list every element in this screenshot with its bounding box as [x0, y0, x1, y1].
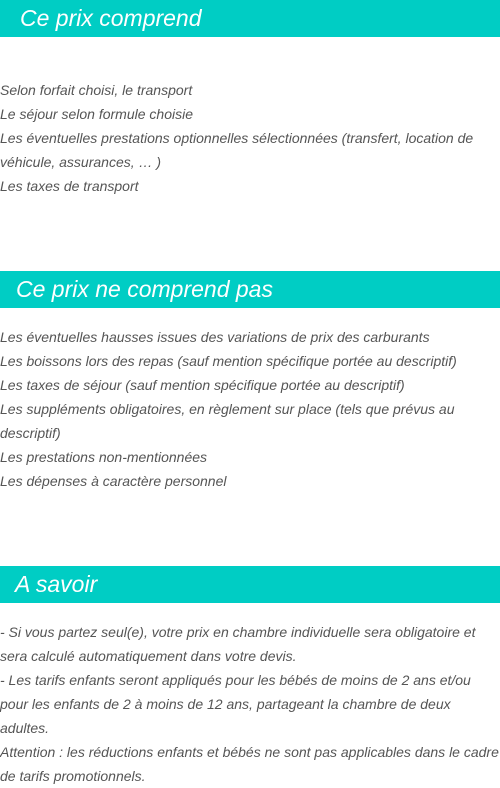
- list-item: Les éventuelles hausses issues des variations de prix des carburants: [0, 329, 430, 345]
- section-title: Ce prix ne comprend pas: [16, 276, 273, 302]
- list-item: - Les tarifs enfants seront appliqués pour les bébés de moins de 2 ans et/ou pour les enfants de 2 à moins de 12 ans, partageant la chambre de deux adultes.: [0, 672, 471, 736]
- list-item: Les boissons lors des repas (sauf mention spécifique portée au descriptif): [0, 353, 457, 369]
- list-item: Les suppléments obligatoires, en règlement sur place (tels que prévus au descriptif): [0, 401, 455, 441]
- list-item: Les taxes de séjour (sauf mention spécifique portée au descriptif): [0, 377, 405, 393]
- list-item: Selon forfait choisi, le transport: [0, 82, 193, 98]
- list-item: Le séjour selon formule choisie: [0, 106, 193, 122]
- section-header-included: [0, 0, 500, 37]
- included-list: [0, 78, 500, 198]
- list-item: Les prestations non-mentionnées: [0, 449, 208, 465]
- section-header-good-to-know: [0, 566, 500, 603]
- list-item: Attention : les réductions enfants et bébés ne sont pas applicables dans le cadre de tarifs promotionnels.: [0, 744, 499, 784]
- list-item: Les éventuelles prestations optionnelles sélectionnées (transfert, location de véhicule, assurances, … ): [0, 130, 474, 170]
- list-item: Les taxes de transport: [0, 178, 139, 194]
- section-title: Ce prix comprend: [20, 5, 202, 31]
- section-header-not-included: [0, 271, 500, 308]
- list-item: Les dépenses à caractère personnel: [0, 473, 227, 489]
- not-included-list: [0, 325, 500, 493]
- list-item: - Si vous partez seul(e), votre prix en chambre individuelle sera obligatoire et sera calculé automatiquement dans votre devis.: [0, 624, 476, 664]
- section-title: A savoir: [15, 571, 98, 597]
